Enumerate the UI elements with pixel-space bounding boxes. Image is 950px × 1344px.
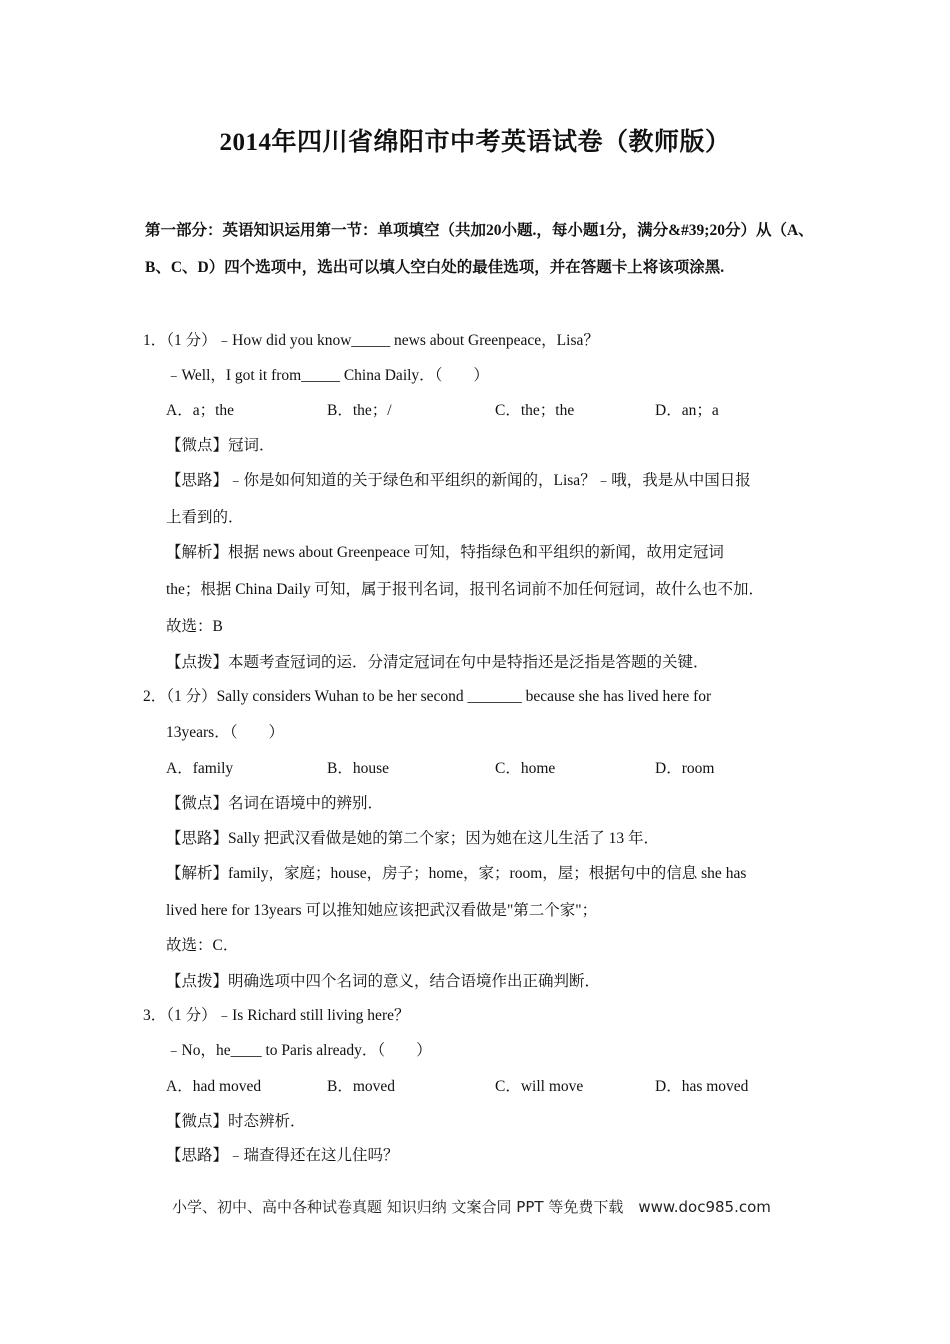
question-2-stem-2: 13years．（ ）: [166, 724, 284, 741]
question-3-stem-2: ﹣No，he____ to Paris already．（ ）: [166, 1042, 432, 1059]
option-b: B．moved: [327, 1078, 396, 1095]
option-c: C．the；the: [495, 402, 575, 419]
question-2-silu: 【思路】Sally 把武汉看做是她的第二个家；因为她在这儿生活了 13 年．: [166, 830, 659, 847]
question-2-answer: 故选：C．: [166, 937, 239, 954]
option-c: C．will move: [495, 1078, 584, 1095]
question-1-stem: 1．（1 分）﹣How did you know_____ news about Greenpeace，Lisa？: [143, 332, 599, 349]
option-a: A．a；the: [166, 402, 235, 419]
question-1-stem-2: ﹣Well，I got it from_____ China Daily．（ ）: [166, 367, 489, 384]
question-3-silu: 【思路】﹣瑞查得还在这儿住吗？: [166, 1147, 399, 1164]
option-a: A．had moved: [166, 1078, 262, 1095]
option-b: B．the；/: [327, 402, 392, 419]
option-b: B．house: [327, 760, 390, 777]
section-header: 第一部分：英语知识运用第一节：单项填空（共加20小题.，每小题1分，满分&#39;20分）从（A、B、C、D）四个选项中，选出可以填人空白处的最佳选项，并在答题卡上将该项涂黑.: [145, 222, 814, 276]
question-2-weidian: 【微点】名词在语境中的辨别．: [166, 795, 384, 812]
option-d: D．an；a: [655, 402, 719, 419]
document-title: 2014年四川省绵阳市中考英语试卷（教师版）: [219, 129, 731, 156]
question-1-answer: 故选：B: [166, 618, 223, 635]
option-d: D．room: [655, 760, 715, 777]
option-a: A．family: [166, 760, 234, 777]
question-1-jiexi-cont: the；根据 China Daily 可知，属于报刊名词，报刊名词前不加任何冠词，故什么也不加．: [166, 581, 765, 598]
question-1-silu-cont: 上看到的．: [166, 509, 244, 526]
option-c: C．home: [495, 760, 556, 777]
option-d: D．has moved: [655, 1078, 749, 1095]
question-2-jiexi: 【解析】family，家庭；house，房子；home，家；room，屋；根据句中的信息 she has: [166, 865, 747, 882]
question-2-stem: 2．（1 分）Sally considers Wuhan to be her second _______ because she has lived here for: [143, 688, 712, 705]
question-1-weidian: 【微点】冠词．: [166, 437, 275, 454]
question-3-stem: 3．（1 分）﹣Is Richard still living here？: [143, 1007, 410, 1024]
question-1-jiexi: 【解析】根据 news about Greenpeace 可知，特指绿色和平组织的新闻，故用定冠词: [166, 544, 724, 561]
question-2-jiexi-cont: lived here for 13years 可以推知她应该把武汉看做是"第二个家"；: [166, 902, 598, 919]
question-1-dianbo: 【点拨】本题考查冠词的运．分清定冠词在句中是特指还是泛指是答题的关键．: [166, 654, 709, 671]
question-2-dianbo: 【点拨】明确选项中四个名词的意义，结合语境作出正确判断．: [166, 973, 601, 990]
question-3-weidian: 【微点】时态辨析．: [166, 1113, 306, 1130]
question-1-silu: 【思路】﹣你是如何知道的关于绿色和平组织的新闻的，Lisa？﹣哦，我是从中国日报: [166, 472, 751, 489]
page-footer: 小学、初中、高中各种试卷真题 知识归纳 文案合同 PPT 等免费下载 www.doc985.com: [172, 1198, 771, 1216]
